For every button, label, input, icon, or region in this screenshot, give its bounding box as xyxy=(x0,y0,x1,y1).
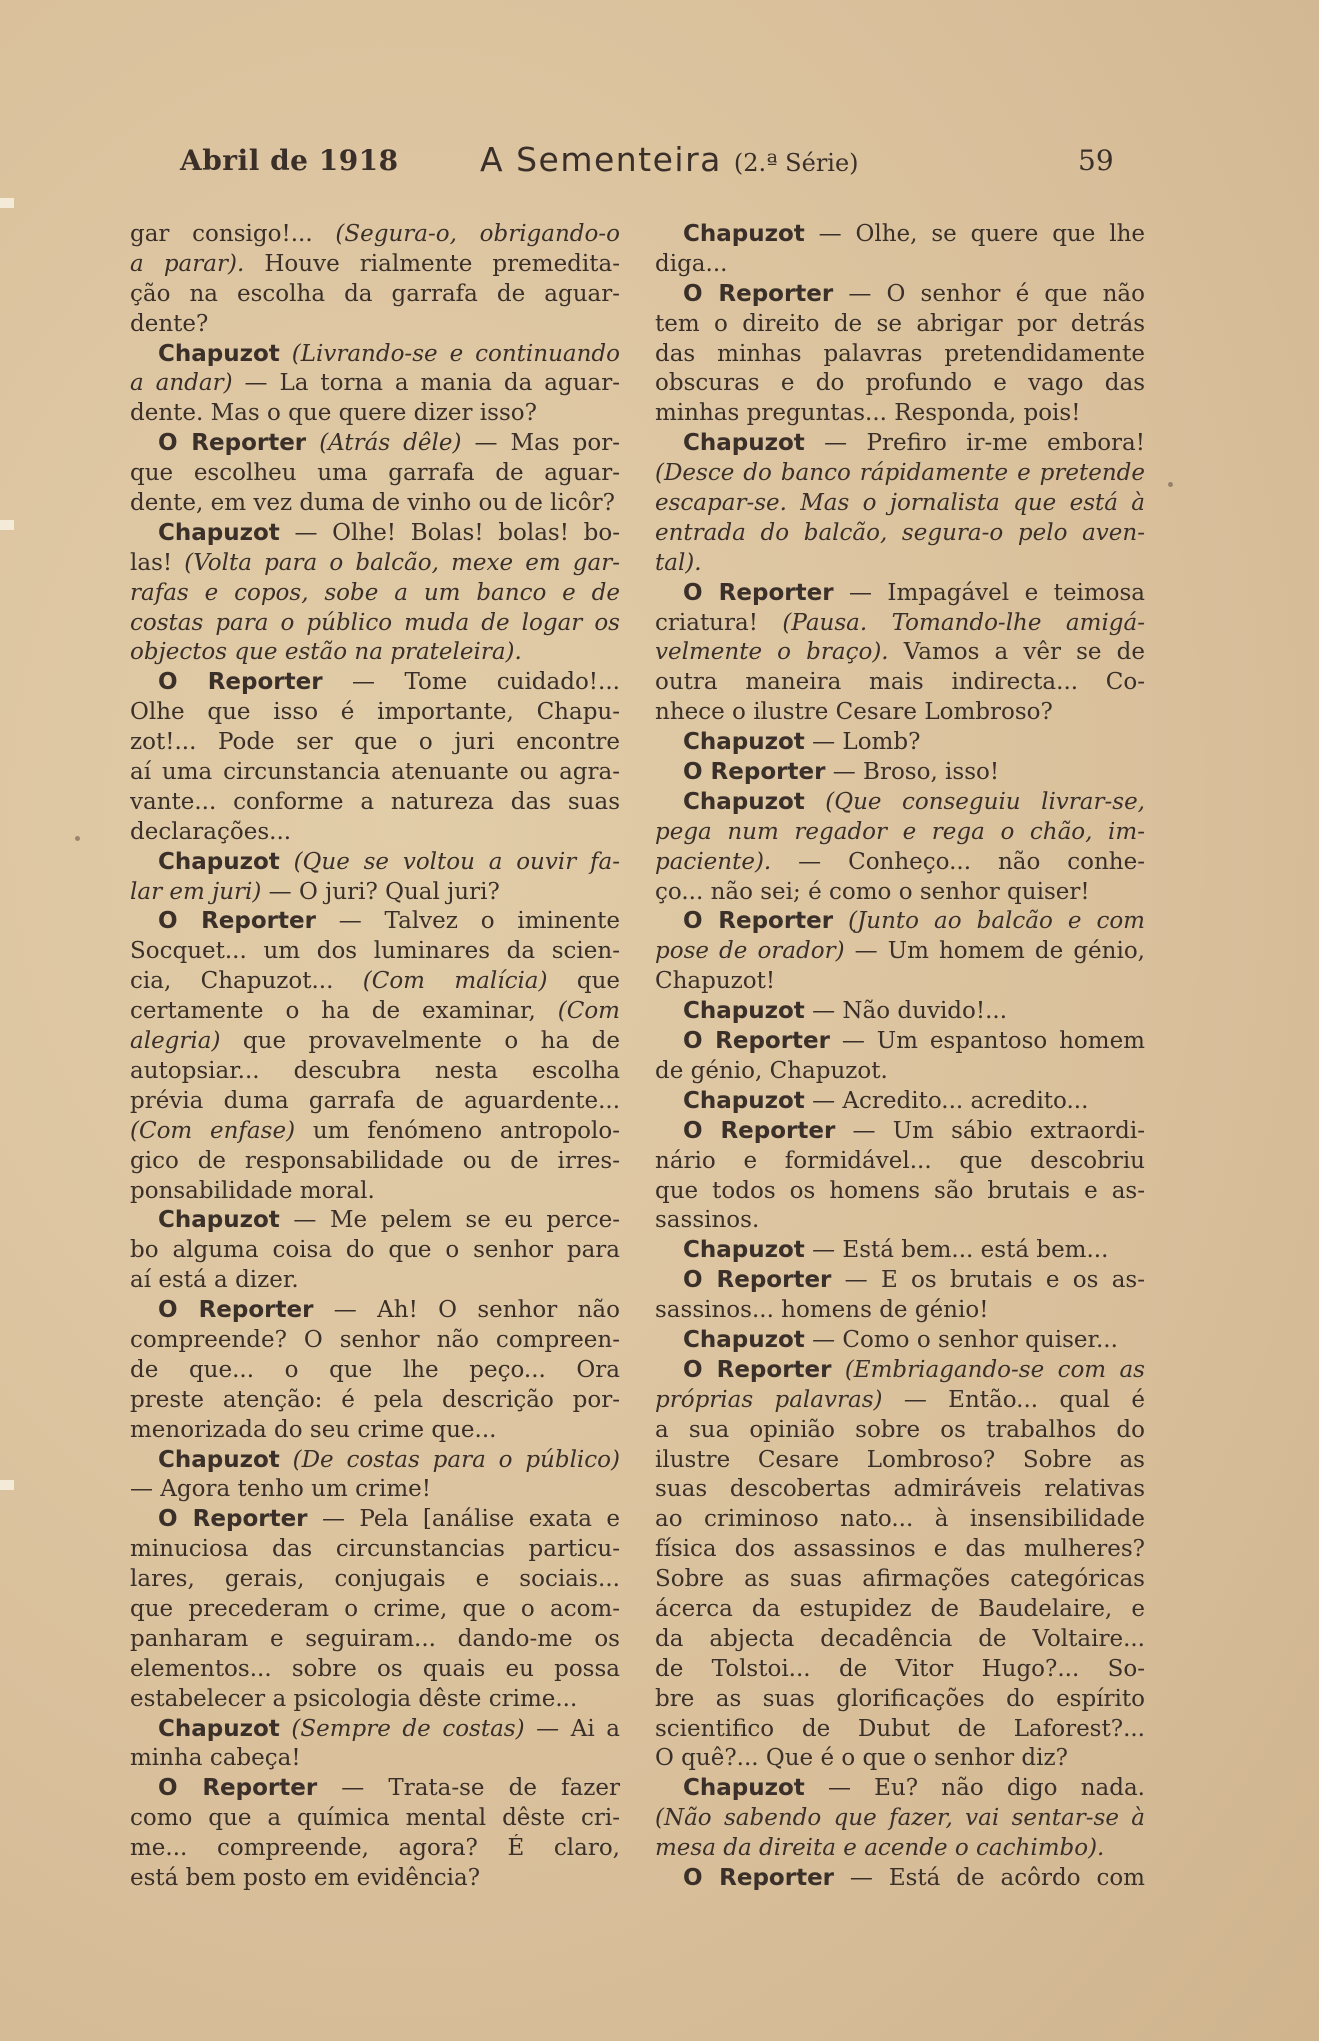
text-line xyxy=(655,220,1145,250)
speaker-name: O Reporter xyxy=(683,1117,836,1144)
text-line xyxy=(655,280,1145,310)
paper-tear-mark xyxy=(0,1480,14,1490)
dialogue-text: — Está de acôrdo com xyxy=(834,1864,1145,1891)
dialogue-text: da abjecta decadência de Voltaire... xyxy=(655,1625,1145,1652)
text-line xyxy=(655,1505,1145,1535)
dialogue-text: — Um homem de génio, xyxy=(844,938,1145,965)
text-line xyxy=(130,250,620,280)
text-line xyxy=(655,937,1145,967)
text-line xyxy=(130,997,620,1027)
text-line xyxy=(130,579,620,609)
header-date: Abril de 1918 xyxy=(180,144,399,177)
text-line xyxy=(130,280,620,310)
dialogue-text: — Olhe, se quere que lhe xyxy=(804,221,1145,247)
text-line xyxy=(130,1416,620,1446)
text-line xyxy=(130,459,620,489)
dialogue-text: elementos... sobre os quais eu possa xyxy=(130,1655,620,1682)
dialogue-text: — Impagável e teimosa xyxy=(833,579,1145,606)
speaker-name: O Reporter xyxy=(683,1028,830,1055)
dialogue-text: — Prefiro ir-me embora! xyxy=(804,430,1145,457)
stage-direction: (Livrando-se e continuando xyxy=(279,340,620,367)
dialogue-text: — Ai a xyxy=(524,1715,620,1742)
dialogue-text: ácerca da estupidez de Baudelaire, e xyxy=(655,1595,1145,1622)
dialogue-text: suas descobertas admiráveis relativas xyxy=(655,1476,1145,1503)
text-line xyxy=(655,1834,1145,1864)
text-line xyxy=(130,1715,620,1745)
dialogue-text: — Então... qual é xyxy=(882,1386,1145,1413)
dialogue-text: como que a química mental dêste cri- xyxy=(130,1805,620,1832)
text-line xyxy=(130,1625,620,1655)
speaker-name: O Reporter xyxy=(158,430,307,457)
dialogue-text: que provavelmente o ha de xyxy=(220,1028,620,1055)
page-number: 59 xyxy=(1078,144,1114,177)
text-line xyxy=(130,1356,620,1386)
text-line xyxy=(655,1475,1145,1505)
stage-direction: escapar-se. Mas o jornalista que está à xyxy=(655,490,1145,517)
speaker-name: O Reporter xyxy=(158,669,323,696)
dialogue-text: — Mas por- xyxy=(461,430,620,457)
text-line xyxy=(130,1685,620,1715)
speaker-name: Chapuzot xyxy=(683,788,805,815)
text-line xyxy=(130,728,620,758)
dialogue-text: — Tome cuidado!... xyxy=(322,669,620,696)
text-line xyxy=(130,668,620,698)
dialogue-text: — Talvez o iminente xyxy=(315,908,620,935)
stage-direction: mesa da direita e acende o cachimbo). xyxy=(655,1835,1105,1862)
text-line xyxy=(655,1087,1145,1117)
text-line xyxy=(655,818,1145,848)
text-line xyxy=(130,340,620,370)
text-line xyxy=(130,848,620,878)
speaker-name: Chapuzot xyxy=(683,430,805,457)
stage-direction: pega num regador e rega o chão, im- xyxy=(655,818,1145,845)
stage-direction: próprias palavras) xyxy=(655,1386,883,1413)
dialogue-text: — La torna a mania da aguar- xyxy=(232,370,620,397)
dialogue-text: que todos os homens são brutais e as- xyxy=(655,1177,1145,1204)
text-line xyxy=(130,1535,620,1565)
dialogue-text: — Broso, isso! xyxy=(825,759,1000,786)
dialogue-text: outra maneira mais indirecta... Co- xyxy=(655,669,1145,696)
dialogue-text: — Pela [análise exata e xyxy=(307,1506,620,1533)
text-line xyxy=(655,1236,1145,1266)
stage-direction: (Com xyxy=(557,998,620,1025)
stage-direction: (Com enfase) xyxy=(130,1117,296,1144)
stage-direction: pose de orador) xyxy=(655,938,845,965)
speaker-name: Chapuzot xyxy=(158,848,280,875)
dialogue-text: Socquet... um dos luminares da scien- xyxy=(130,938,620,965)
dialogue-text: — Eu? não digo nada. xyxy=(804,1775,1145,1802)
speaker-name: Chapuzot xyxy=(683,1775,805,1802)
text-line xyxy=(655,698,1145,728)
text-line xyxy=(655,848,1145,878)
dialogue-text: obscuras e do profundo e vago das xyxy=(655,370,1145,397)
text-line xyxy=(655,489,1145,519)
stage-direction: alegria) xyxy=(130,1028,221,1055)
text-line xyxy=(655,1804,1145,1834)
text-line xyxy=(655,1774,1145,1804)
dialogue-text: las! xyxy=(130,549,185,576)
text-line xyxy=(130,698,620,728)
speaker-name: O Reporter xyxy=(683,1356,832,1383)
text-line xyxy=(655,310,1145,340)
stage-direction: (Pausa. Tomando-lhe amigá- xyxy=(782,609,1145,636)
speaker-name: Chapuzot xyxy=(683,998,805,1025)
stage-direction: (Não sabendo que fazer, vai sentar-se à xyxy=(655,1805,1145,1832)
dialogue-text: declarações... xyxy=(130,818,292,845)
text-line xyxy=(130,1027,620,1057)
dialogue-text: certamente o ha de examinar, xyxy=(130,998,558,1025)
dialogue-text: compreende? O senhor não compreen- xyxy=(130,1326,620,1353)
text-line xyxy=(130,1206,620,1236)
stage-direction: lar em juri) xyxy=(130,878,262,905)
publication-title: A Sementeira xyxy=(480,140,722,179)
text-line xyxy=(130,907,620,937)
text-line xyxy=(655,1027,1145,1057)
text-line xyxy=(655,1356,1145,1386)
text-line xyxy=(130,937,620,967)
dialogue-text: gar consigo!... xyxy=(130,221,336,247)
dialogue-text: de génio, Chapuzot. xyxy=(655,1057,888,1084)
dialogue-text: minuciosa das circunstancias particu- xyxy=(130,1536,620,1563)
stage-direction: (Junto ao balcão e com xyxy=(833,908,1145,935)
speaker-name: Chapuzot xyxy=(158,1715,280,1742)
stage-direction: a parar). xyxy=(130,250,245,277)
dialogue-text: lares, gerais, conjugais e sociais... xyxy=(130,1566,620,1593)
dialogue-text: ao criminoso nato... à insensibilidade xyxy=(655,1506,1145,1533)
paper-tear-mark xyxy=(0,198,14,208)
text-line xyxy=(130,1565,620,1595)
dialogue-text: aí está a dizer. xyxy=(130,1267,299,1294)
dialogue-text: — Não duvido!... xyxy=(804,998,1008,1025)
text-line xyxy=(130,1117,620,1147)
text-line xyxy=(130,1326,620,1356)
dialogue-text: dente, em vez duma de vinho ou de licôr? xyxy=(130,490,615,517)
text-line xyxy=(655,997,1145,1027)
stage-direction: (Sempre de costas) xyxy=(279,1715,525,1742)
dialogue-text: me... compreende, agora? É claro, xyxy=(130,1835,620,1862)
dialogue-text: O quê?... Que é o que o senhor diz? xyxy=(655,1745,1068,1772)
text-line xyxy=(130,967,620,997)
dialogue-text: bo alguma coisa do que o senhor para xyxy=(130,1237,620,1264)
text-line xyxy=(130,1804,620,1834)
dialogue-text: — O juri? Qual juri? xyxy=(261,878,500,905)
stage-direction: paciente). xyxy=(655,848,772,875)
text-line xyxy=(655,758,1145,788)
dialogue-text: das minhas palavras pretendidamente xyxy=(655,340,1145,367)
text-line xyxy=(130,549,620,579)
text-line xyxy=(130,1446,620,1476)
dialogue-text: ilustre Cesare Lombroso? Sobre as xyxy=(655,1446,1145,1473)
text-line xyxy=(130,310,620,340)
stage-direction: tal). xyxy=(655,549,702,576)
stage-direction: (Segura-o, obrigando-o xyxy=(335,221,620,247)
text-line xyxy=(655,1565,1145,1595)
speaker-name: Chapuzot xyxy=(158,1207,280,1234)
speaker-name: O Reporter xyxy=(683,579,834,606)
stage-direction: objectos que estão na prateleira). xyxy=(130,639,522,666)
dialogue-text: que xyxy=(547,968,620,995)
dialogue-text: de Tolstoi... de Vitor Hugo?... So- xyxy=(655,1655,1145,1682)
dialogue-text: a sua opinião sobre os trabalhos do xyxy=(655,1416,1145,1443)
left-text-column xyxy=(130,220,620,1894)
text-line xyxy=(130,638,620,668)
text-line xyxy=(655,579,1145,609)
text-line xyxy=(655,549,1145,579)
text-line xyxy=(655,1296,1145,1326)
dialogue-text: — Olhe! Bolas! bolas! bo- xyxy=(279,519,620,546)
text-line xyxy=(655,1685,1145,1715)
speaker-name: O Reporter xyxy=(158,908,316,935)
speaker-name: O Reporter xyxy=(158,1775,318,1802)
paper-tear-mark xyxy=(0,520,14,530)
text-line xyxy=(130,1744,620,1774)
speaker-name: Chapuzot xyxy=(158,340,280,367)
text-line xyxy=(655,1206,1145,1236)
dialogue-text: panharam e seguiram... dando-me os xyxy=(130,1625,620,1652)
dialogue-text: — Um sábio extraordi- xyxy=(835,1117,1145,1144)
text-line xyxy=(130,1266,620,1296)
dialogue-text: de que... o que lhe peço... Ora xyxy=(130,1356,620,1383)
text-line xyxy=(130,1236,620,1266)
dialogue-text: nhece o ilustre Cesare Lombroso? xyxy=(655,699,1053,726)
speaker-name: Chapuzot xyxy=(158,519,280,546)
text-line xyxy=(655,250,1145,280)
dialogue-text: — Agora tenho um crime! xyxy=(130,1476,431,1503)
dialogue-text: aí uma circunstancia atenuante ou agra- xyxy=(130,759,620,786)
text-line xyxy=(655,1326,1145,1356)
text-line xyxy=(655,1625,1145,1655)
dialogue-text: autopsiar... descubra nesta escolha xyxy=(130,1057,620,1084)
speaker-name: Chapuzot xyxy=(683,1237,805,1264)
text-line xyxy=(655,1744,1145,1774)
text-line xyxy=(655,340,1145,370)
text-line xyxy=(130,1296,620,1326)
text-line xyxy=(130,1655,620,1685)
text-line xyxy=(655,609,1145,639)
dialogue-text: Olhe que isso é importante, Chapu- xyxy=(130,699,620,726)
text-line xyxy=(655,728,1145,758)
dialogue-text: ponsabilidade moral. xyxy=(130,1177,375,1204)
text-line xyxy=(130,609,620,639)
stage-direction: a andar) xyxy=(130,370,233,397)
dialogue-text: — Trata-se de fazer xyxy=(317,1775,620,1802)
dialogue-text: estabelecer a psicologia dêste crime... xyxy=(130,1685,578,1712)
text-line xyxy=(130,758,620,788)
text-line xyxy=(130,1505,620,1535)
dialogue-text: — Acredito... acredito... xyxy=(804,1087,1089,1114)
speaker-name: O Reporter xyxy=(158,1297,314,1324)
stage-direction: (Atrás dêle) xyxy=(306,430,462,457)
text-line xyxy=(130,1834,620,1864)
text-line xyxy=(655,1595,1145,1625)
speaker-name: Chapuzot xyxy=(683,221,805,247)
stage-direction: (De costas para o público) xyxy=(279,1446,620,1473)
text-line xyxy=(130,788,620,818)
stage-direction: (Desce do banco rápidamente e pretende xyxy=(655,460,1145,487)
stage-direction: (Embriagando-se com as xyxy=(831,1356,1145,1383)
dialogue-text: — Me pelem se eu perce- xyxy=(279,1207,620,1234)
text-line xyxy=(655,1864,1145,1894)
text-line xyxy=(655,1416,1145,1446)
speaker-name: O Reporter xyxy=(683,1267,832,1294)
text-line xyxy=(655,399,1145,429)
speaker-name: O Reporter xyxy=(683,1864,835,1891)
text-line xyxy=(130,1864,620,1894)
text-line xyxy=(130,818,620,848)
text-line xyxy=(655,967,1145,997)
dialogue-text: — O senhor é que não xyxy=(833,280,1145,307)
dialogue-text: ço... não sei; é como o senhor quiser! xyxy=(655,878,1090,905)
dialogue-text: scientifico de Dubut de Laforest?... xyxy=(655,1715,1145,1742)
text-line xyxy=(655,1535,1145,1565)
text-line xyxy=(130,1147,620,1177)
stage-direction: costas para o público muda de logar os xyxy=(130,609,620,636)
dialogue-text: tem o direito de se abrigar por detrás xyxy=(655,310,1145,337)
dialogue-text: que precederam o crime, que o acom- xyxy=(130,1595,620,1622)
header-title xyxy=(480,140,859,179)
dialogue-text: sassinos. xyxy=(655,1207,760,1234)
text-line xyxy=(130,1177,620,1207)
stage-direction: (Que se voltou a ouvir fa- xyxy=(279,848,620,875)
dialogue-text: um fenómeno antropolo- xyxy=(295,1117,620,1144)
text-line xyxy=(655,907,1145,937)
speaker-name: O Reporter xyxy=(683,908,834,935)
dialogue-text: — Um espantoso homem xyxy=(829,1028,1145,1055)
text-line xyxy=(130,1087,620,1117)
dialogue-text: física dos assassinos e das mulheres? xyxy=(655,1536,1145,1563)
stage-direction: (Com malícia) xyxy=(362,968,548,995)
dialogue-text: diga... xyxy=(655,250,728,277)
text-line xyxy=(655,1266,1145,1296)
dialogue-text: — Está bem... está bem... xyxy=(804,1237,1109,1264)
text-line xyxy=(655,1177,1145,1207)
dialogue-text: minhas preguntas... Responda, pois! xyxy=(655,400,1081,427)
text-line xyxy=(655,1715,1145,1745)
dialogue-text: criatura! xyxy=(655,609,783,636)
dialogue-text: — Como o senhor quiser... xyxy=(804,1326,1118,1353)
series-label: (2.ª Série) xyxy=(733,149,859,177)
dialogue-text: preste atenção: é pela descrição por- xyxy=(130,1386,620,1413)
page-header xyxy=(0,140,1319,190)
text-line xyxy=(655,638,1145,668)
speaker-name: O Reporter xyxy=(683,280,834,307)
dialogue-text: vante... conforme a natureza das suas xyxy=(130,788,620,815)
text-line xyxy=(655,519,1145,549)
speaker-name: O Reporter xyxy=(158,1506,308,1533)
dialogue-text: bre as suas glorificações do espírito xyxy=(655,1685,1145,1712)
text-line xyxy=(655,459,1145,489)
dialogue-text: está bem posto em evidência? xyxy=(130,1864,481,1891)
dialogue-text: Chapuzot! xyxy=(655,968,776,995)
speaker-name: Chapuzot xyxy=(158,1446,280,1473)
paper-speck xyxy=(1168,482,1173,487)
text-line xyxy=(655,878,1145,908)
text-line xyxy=(655,1446,1145,1476)
text-line xyxy=(130,878,620,908)
dialogue-text: menorizada do seu crime que... xyxy=(130,1416,497,1443)
speaker-name: Chapuzot xyxy=(683,1087,805,1114)
dialogue-text: Sobre as suas afirmações categóricas xyxy=(655,1566,1145,1593)
dialogue-text: — E os brutais e os as- xyxy=(831,1267,1145,1294)
text-line xyxy=(655,1057,1145,1087)
text-line xyxy=(130,220,620,250)
speaker-name: Chapuzot xyxy=(683,1326,805,1353)
speaker-name: O Reporter xyxy=(683,759,826,786)
speaker-name: Chapuzot xyxy=(683,729,805,756)
dialogue-text: prévia duma garrafa de aguardente... xyxy=(130,1087,620,1114)
stage-direction: (Que conseguiu livrar-se, xyxy=(804,788,1145,815)
dialogue-text: — Lomb? xyxy=(804,729,921,756)
text-line xyxy=(130,1386,620,1416)
text-line xyxy=(130,1774,620,1804)
stage-direction: (Volta para o balcão, mexe em gar- xyxy=(184,549,620,576)
dialogue-text: que escolheu uma garrafa de aguar- xyxy=(130,460,620,487)
text-line xyxy=(655,1655,1145,1685)
dialogue-text: Vamos a vêr se de xyxy=(888,639,1145,666)
text-line xyxy=(655,668,1145,698)
dialogue-text: Houve rialmente premedita- xyxy=(244,250,620,277)
dialogue-text: zot!... Pode ser que o juri encontre xyxy=(130,729,620,756)
dialogue-text: sassinos... homens de génio! xyxy=(655,1297,989,1324)
dialogue-text: dente. Mas o que quere dizer isso? xyxy=(130,400,537,427)
text-line xyxy=(655,788,1145,818)
right-text-column xyxy=(655,220,1145,1894)
stage-direction: velmente o braço). xyxy=(655,639,889,666)
dialogue-text: nário e formidável... que descobriu xyxy=(655,1147,1145,1174)
text-line xyxy=(655,369,1145,399)
dialogue-text: cia, Chapuzot... xyxy=(130,968,363,995)
text-line xyxy=(130,399,620,429)
text-line xyxy=(130,519,620,549)
text-line xyxy=(130,1057,620,1087)
paper-speck xyxy=(75,836,80,841)
dialogue-text: ção na escolha da garrafa de aguar- xyxy=(130,280,620,307)
text-line xyxy=(130,429,620,459)
dialogue-text: dente? xyxy=(130,310,209,337)
text-line xyxy=(655,1117,1145,1147)
text-line xyxy=(655,1386,1145,1416)
text-line xyxy=(655,1147,1145,1177)
text-line xyxy=(130,1475,620,1505)
dialogue-text: — Ah! O senhor não xyxy=(313,1297,620,1324)
dialogue-text: gico de responsabilidade ou de irres- xyxy=(130,1147,620,1174)
stage-direction: rafas e copos, sobe a um banco e de xyxy=(130,579,620,606)
dialogue-text: — Conheço... não conhe- xyxy=(771,848,1145,875)
text-line xyxy=(130,489,620,519)
text-line xyxy=(130,1595,620,1625)
text-line xyxy=(130,369,620,399)
stage-direction: entrada do balcão, segura-o pelo aven- xyxy=(655,519,1145,546)
text-line xyxy=(655,429,1145,459)
dialogue-text: minha cabeça! xyxy=(130,1745,301,1772)
